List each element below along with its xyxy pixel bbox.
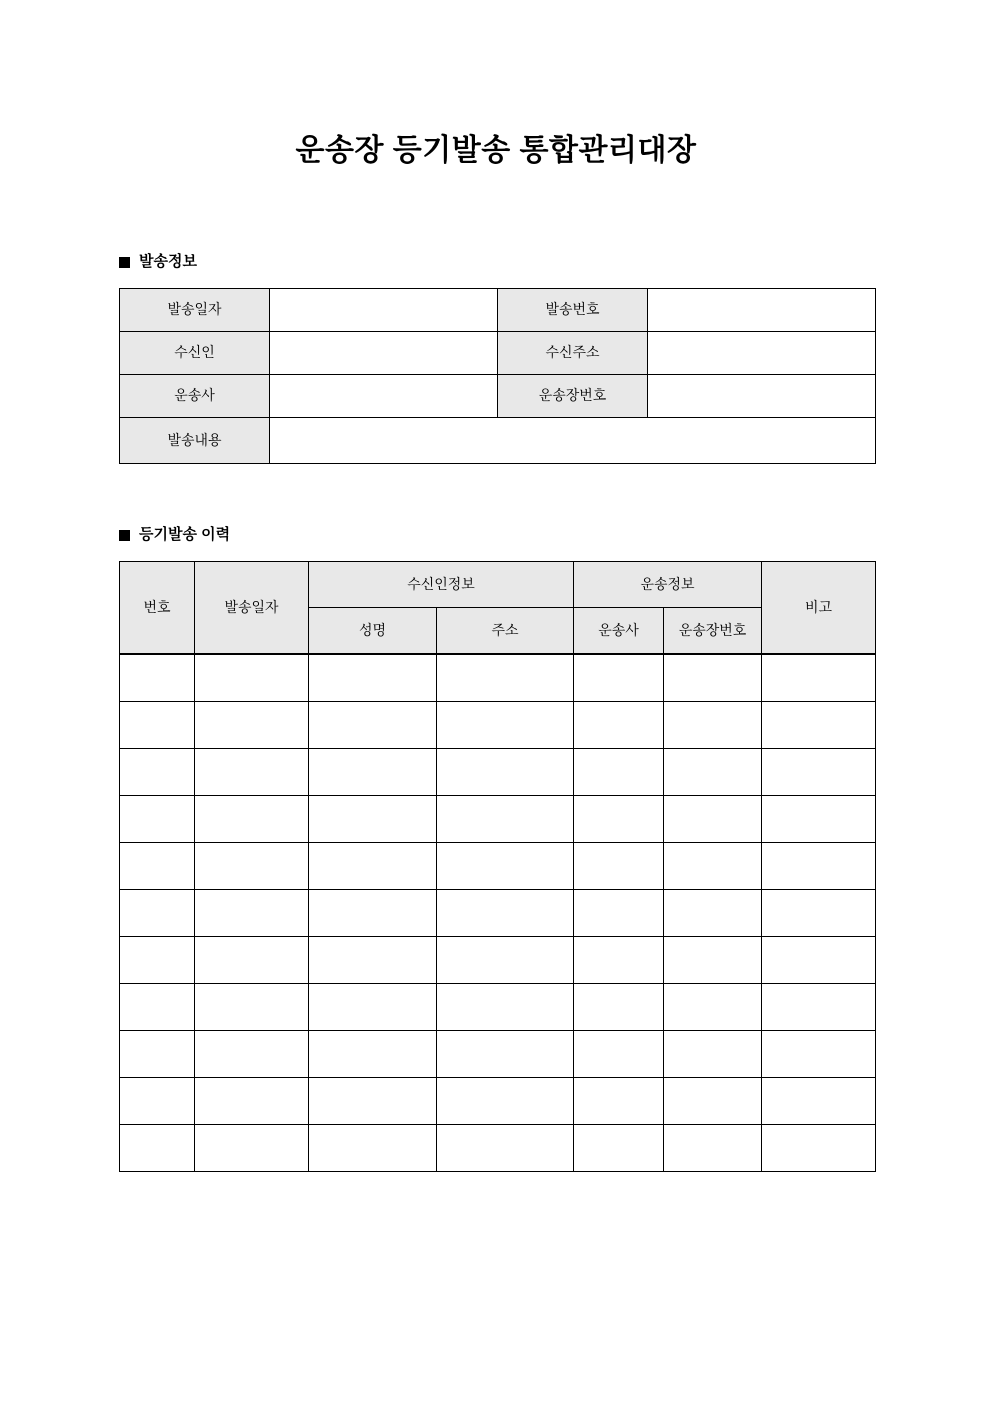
cell-no[interactable]: [120, 936, 195, 983]
cell-note[interactable]: [762, 983, 876, 1030]
shipping-info-table: [119, 288, 876, 464]
table-row: [120, 1124, 876, 1171]
label-send-date: 발송일자: [120, 289, 270, 332]
cell-send-date[interactable]: [195, 936, 309, 983]
section-heading-history: [119, 525, 230, 545]
field-carrier[interactable]: [270, 375, 498, 418]
cell-carrier-name[interactable]: [574, 983, 664, 1030]
cell-no[interactable]: [120, 1124, 195, 1171]
cell-recipient-name[interactable]: [309, 983, 437, 1030]
cell-carrier-name[interactable]: [574, 842, 664, 889]
column-header-recipient-name: 성명: [309, 608, 437, 655]
label-carrier: 운송사: [120, 375, 270, 418]
cell-recipient-address[interactable]: [437, 1077, 574, 1124]
label-send-number: 발송번호: [498, 289, 648, 332]
cell-recipient-name[interactable]: [309, 1030, 437, 1077]
table-row: [120, 748, 876, 795]
cell-carrier-name[interactable]: [574, 654, 664, 701]
cell-send-date[interactable]: [195, 889, 309, 936]
table-row: [120, 795, 876, 842]
cell-no[interactable]: [120, 654, 195, 701]
cell-note[interactable]: [762, 701, 876, 748]
cell-send-date[interactable]: [195, 1077, 309, 1124]
table-row: [120, 418, 876, 464]
cell-note[interactable]: [762, 889, 876, 936]
table-row: [120, 701, 876, 748]
column-header-note: 비고: [762, 562, 876, 655]
cell-send-date[interactable]: [195, 701, 309, 748]
section-heading-label: 등기발송 이력: [139, 526, 231, 543]
table-row: [120, 332, 876, 375]
cell-tracking-number[interactable]: [664, 748, 762, 795]
cell-recipient-address[interactable]: [437, 842, 574, 889]
cell-carrier-name[interactable]: [574, 936, 664, 983]
cell-note[interactable]: [762, 795, 876, 842]
label-send-content: 발송내용: [120, 418, 270, 464]
cell-send-date[interactable]: [195, 1030, 309, 1077]
column-header-recipient-address: 주소: [437, 608, 574, 655]
field-tracking-number[interactable]: [648, 375, 876, 418]
cell-no[interactable]: [120, 701, 195, 748]
cell-recipient-name[interactable]: [309, 748, 437, 795]
cell-recipient-address[interactable]: [437, 936, 574, 983]
cell-send-date[interactable]: [195, 983, 309, 1030]
cell-tracking-number[interactable]: [664, 654, 762, 701]
cell-send-date[interactable]: [195, 1124, 309, 1171]
cell-no[interactable]: [120, 842, 195, 889]
column-header-recipient-group: 수신인정보: [309, 562, 574, 608]
cell-recipient-name[interactable]: [309, 795, 437, 842]
cell-recipient-name[interactable]: [309, 654, 437, 701]
column-header-carrier-group: 운송정보: [574, 562, 762, 608]
cell-tracking-number[interactable]: [664, 842, 762, 889]
page-title: 운송장 등기발송 통합관리대장: [295, 134, 697, 167]
table-row: [120, 289, 876, 332]
cell-tracking-number[interactable]: [664, 1124, 762, 1171]
field-recipient[interactable]: [270, 332, 498, 375]
cell-carrier-name[interactable]: [574, 1030, 664, 1077]
table-row: [120, 1077, 876, 1124]
cell-carrier-name[interactable]: [574, 1077, 664, 1124]
cell-carrier-name[interactable]: [574, 889, 664, 936]
cell-no[interactable]: [120, 1030, 195, 1077]
column-header-no: 번호: [120, 562, 195, 655]
cell-no[interactable]: [120, 795, 195, 842]
table-row: [120, 654, 876, 701]
label-recipient-address: 수신주소: [498, 332, 648, 375]
cell-no[interactable]: [120, 889, 195, 936]
cell-carrier-name[interactable]: [574, 795, 664, 842]
square-bullet-icon: [119, 257, 130, 268]
table-header-row-top: [120, 562, 876, 608]
cell-recipient-address[interactable]: [437, 748, 574, 795]
cell-recipient-address[interactable]: [437, 795, 574, 842]
table-row: [120, 983, 876, 1030]
column-header-tracking-number: 운송장번호: [664, 608, 762, 655]
cell-no[interactable]: [120, 983, 195, 1030]
cell-tracking-number[interactable]: [664, 701, 762, 748]
cell-tracking-number[interactable]: [664, 936, 762, 983]
field-send-content[interactable]: [270, 418, 876, 464]
history-table-body: [120, 654, 876, 1171]
cell-recipient-address[interactable]: [437, 654, 574, 701]
cell-carrier-name[interactable]: [574, 1124, 664, 1171]
cell-note[interactable]: [762, 654, 876, 701]
cell-recipient-name[interactable]: [309, 1124, 437, 1171]
table-row: [120, 889, 876, 936]
section-heading-shipping-info: [119, 252, 197, 272]
cell-tracking-number[interactable]: [664, 983, 762, 1030]
cell-recipient-name[interactable]: [309, 842, 437, 889]
cell-note[interactable]: [762, 936, 876, 983]
cell-recipient-name[interactable]: [309, 1077, 437, 1124]
column-header-send-date: 발송일자: [195, 562, 309, 655]
cell-note[interactable]: [762, 1124, 876, 1171]
cell-send-date[interactable]: [195, 795, 309, 842]
table-row: [120, 1030, 876, 1077]
table-row: [120, 375, 876, 418]
cell-send-date[interactable]: [195, 842, 309, 889]
square-bullet-icon: [119, 530, 130, 541]
cell-recipient-name[interactable]: [309, 889, 437, 936]
label-tracking-number: 운송장번호: [498, 375, 648, 418]
cell-recipient-address[interactable]: [437, 701, 574, 748]
column-header-carrier-name: 운송사: [574, 608, 664, 655]
cell-recipient-address[interactable]: [437, 1030, 574, 1077]
cell-note[interactable]: [762, 1077, 876, 1124]
cell-note[interactable]: [762, 1030, 876, 1077]
field-send-number[interactable]: [648, 289, 876, 332]
section-heading-label: 발송정보: [139, 253, 197, 270]
cell-send-date[interactable]: [195, 748, 309, 795]
table-row: [120, 842, 876, 889]
cell-carrier-name[interactable]: [574, 701, 664, 748]
label-recipient: 수신인: [120, 332, 270, 375]
cell-tracking-number[interactable]: [664, 1077, 762, 1124]
table-row: [120, 936, 876, 983]
cell-send-date[interactable]: [195, 654, 309, 701]
cell-note[interactable]: [762, 842, 876, 889]
cell-no[interactable]: [120, 748, 195, 795]
cell-recipient-name[interactable]: [309, 936, 437, 983]
field-send-date[interactable]: [270, 289, 498, 332]
cell-recipient-address[interactable]: [437, 983, 574, 1030]
history-table: [119, 561, 876, 1172]
cell-no[interactable]: [120, 1077, 195, 1124]
cell-recipient-name[interactable]: [309, 701, 437, 748]
cell-note[interactable]: [762, 748, 876, 795]
cell-recipient-address[interactable]: [437, 889, 574, 936]
cell-tracking-number[interactable]: [664, 795, 762, 842]
field-recipient-address[interactable]: [648, 332, 876, 375]
cell-tracking-number[interactable]: [664, 889, 762, 936]
cell-carrier-name[interactable]: [574, 748, 664, 795]
cell-tracking-number[interactable]: [664, 1030, 762, 1077]
cell-recipient-address[interactable]: [437, 1124, 574, 1171]
